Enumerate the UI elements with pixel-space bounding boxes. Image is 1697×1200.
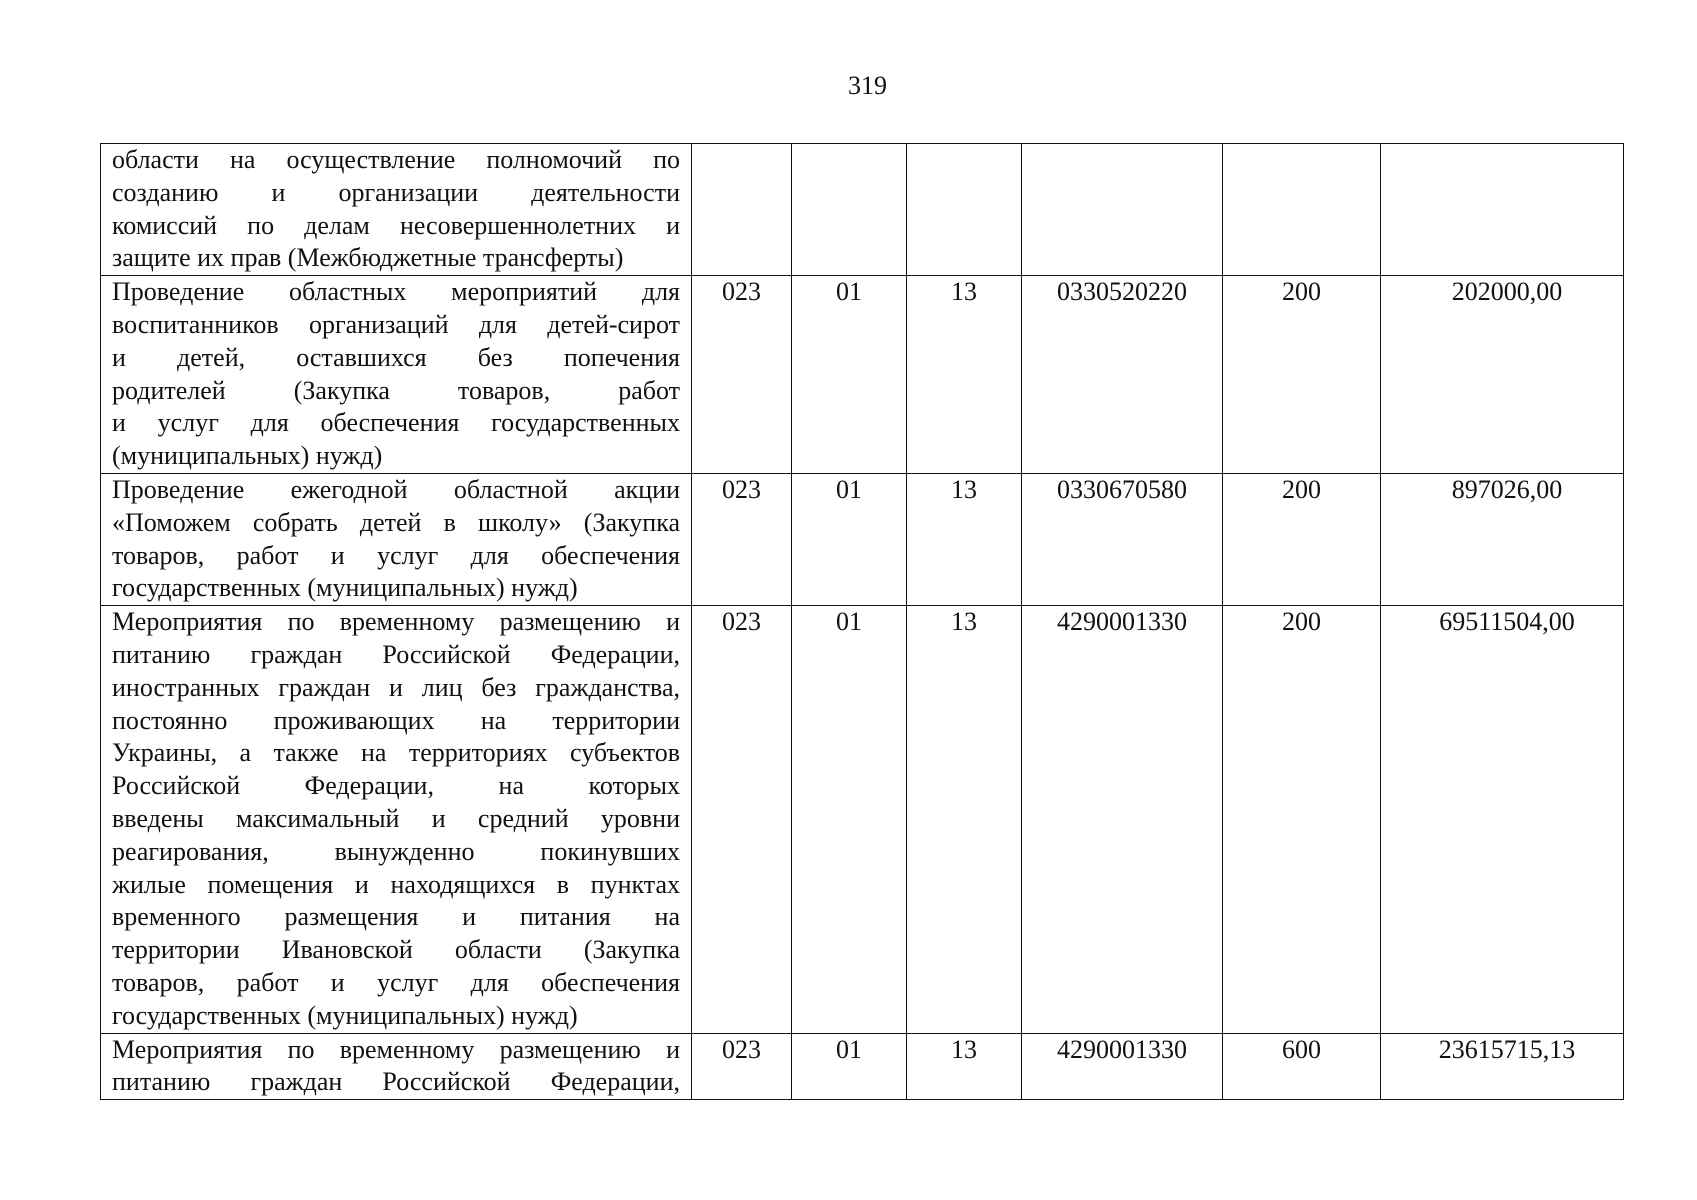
expense-type-cell: 200 [1223, 276, 1381, 474]
table-row [101, 1033, 1624, 1100]
description-line: «Поможем собрать детей в школу» (Закупка [112, 507, 680, 537]
description-line: государственных (муниципальных) нужд) [112, 573, 578, 603]
expense-description-cell [101, 473, 692, 605]
description-line: (муниципальных) нужд) [112, 441, 383, 471]
description-line: постоянно проживающих на территории [112, 705, 680, 735]
description-line: государственных (муниципальных) нужд) [112, 1000, 578, 1030]
subsection-code-cell: 13 [907, 606, 1022, 1033]
ministry-code-cell: 023 [692, 606, 792, 1033]
target-article-cell: 4290001330 [1022, 606, 1223, 1033]
amount-cell: 202000,00 [1381, 276, 1624, 474]
ministry-code-cell: 023 [692, 276, 792, 474]
section-code-cell: 01 [792, 1033, 907, 1100]
table-row [101, 473, 1624, 605]
subsection-code-cell: 13 [907, 1033, 1022, 1100]
table-row [101, 276, 1624, 474]
expense-description-cell [101, 144, 692, 276]
subsection-code-cell: 13 [907, 276, 1022, 474]
description-line: воспитанников организаций для детей-сирот [112, 309, 680, 339]
amount-cell: 69511504,00 [1381, 606, 1624, 1033]
description-line: Мероприятия по временному размещению и [112, 1034, 680, 1064]
amount-cell [1381, 144, 1624, 276]
description-line: товаров, работ и услуг для обеспечения [112, 540, 680, 570]
section-code-cell: 01 [792, 276, 907, 474]
description-line: защите их прав (Межбюджетные трансферты) [112, 243, 624, 273]
budget-table [100, 143, 1624, 1100]
section-code-cell [792, 144, 907, 276]
ministry-code-cell [692, 144, 792, 276]
description-line: Проведение областных мероприятий для [112, 277, 680, 307]
table-body [101, 144, 1624, 1100]
description-line: временного размещения и питания на [112, 902, 680, 932]
description-line: питанию граждан Российской Федерации, [112, 639, 680, 669]
expense-type-cell: 200 [1223, 473, 1381, 605]
description-line: созданию и организации деятельности [112, 177, 680, 207]
expense-description-cell [101, 1033, 692, 1100]
description-line: иностранных граждан и лиц без гражданства, [112, 672, 680, 702]
amount-cell: 23615715,13 [1381, 1033, 1624, 1100]
expense-type-cell: 200 [1223, 606, 1381, 1033]
description-line: реагирования, вынужденно покинувших [112, 836, 680, 866]
page-number: 319 [848, 71, 887, 100]
description-line: и детей, оставшихся без попечения [112, 342, 680, 372]
description-line: Российской Федерации, на которых [112, 771, 680, 801]
target-article-cell: 0330670580 [1022, 473, 1223, 605]
description-line: товаров, работ и услуг для обеспечения [112, 967, 680, 997]
subsection-code-cell: 13 [907, 473, 1022, 605]
description-line: питанию граждан Российской Федерации, [112, 1067, 680, 1097]
description-line: Проведение ежегодной областной акции [112, 474, 680, 504]
description-line: жилые помещения и находящихся в пунктах [112, 869, 680, 899]
expense-type-cell: 600 [1223, 1033, 1381, 1100]
section-code-cell: 01 [792, 473, 907, 605]
description-line: введены максимальный и средний уровни [112, 803, 680, 833]
table-row [101, 144, 1624, 276]
description-line: комиссий по делам несовершеннолетних и [112, 210, 680, 240]
target-article-cell: 0330520220 [1022, 276, 1223, 474]
expense-description-cell [101, 606, 692, 1033]
subsection-code-cell [907, 144, 1022, 276]
expense-type-cell [1223, 144, 1381, 276]
description-line: Мероприятия по временному размещению и [112, 607, 680, 637]
target-article-cell [1022, 144, 1223, 276]
description-line: и услуг для обеспечения государственных [112, 408, 680, 438]
expense-description-cell [101, 276, 692, 474]
description-line: области на осуществление полномочий по [112, 145, 680, 174]
description-line: территории Ивановской области (Закупка [112, 935, 680, 965]
table-row [101, 606, 1624, 1033]
amount-cell: 897026,00 [1381, 473, 1624, 605]
section-code-cell: 01 [792, 606, 907, 1033]
ministry-code-cell: 023 [692, 1033, 792, 1100]
ministry-code-cell: 023 [692, 473, 792, 605]
description-line: Украины, а также на территориях субъектов [112, 738, 680, 768]
target-article-cell: 4290001330 [1022, 1033, 1223, 1100]
description-line: родителей (Закупка товаров, работ [112, 375, 680, 405]
